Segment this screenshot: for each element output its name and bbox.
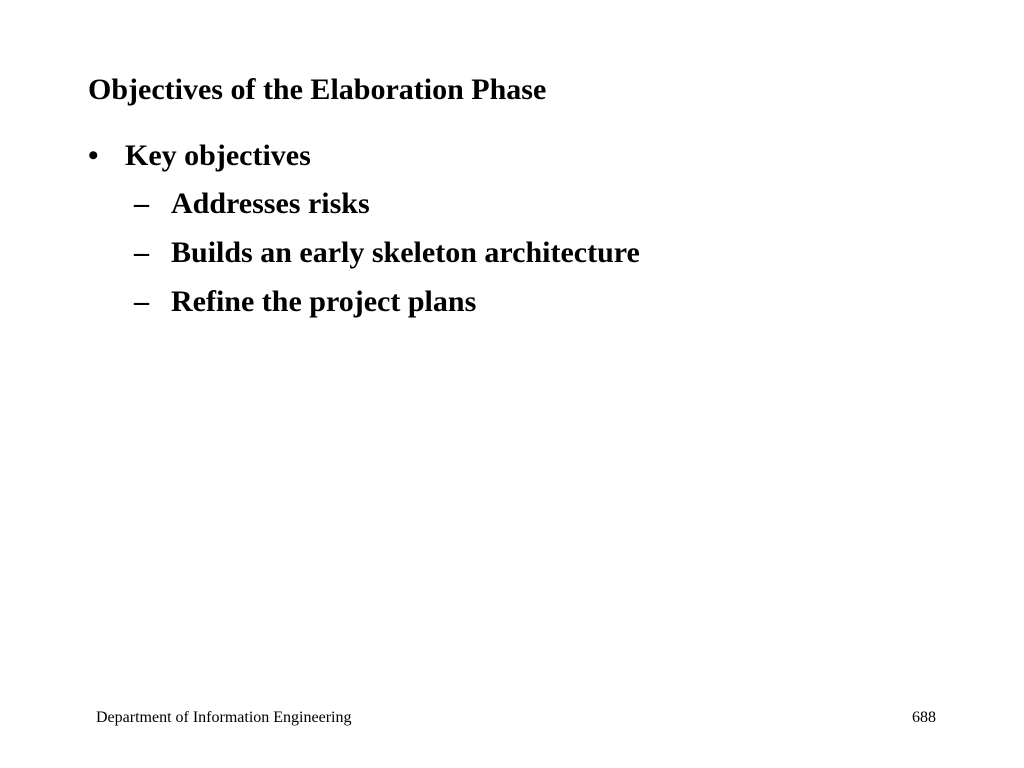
dash-marker: – [134, 285, 149, 318]
footer-department: Department of Information Engineering [96, 709, 352, 726]
dash-marker: – [134, 236, 149, 269]
bullet-marker: • [88, 139, 99, 172]
sub-item-text: Refine the project plans [171, 285, 477, 318]
dash-marker: – [134, 187, 149, 220]
bullet-text: Key objectives [125, 139, 311, 172]
slide-title: Objectives of the Elaboration Phase [88, 73, 547, 106]
sub-item-text: Builds an early skeleton architecture [171, 236, 640, 269]
sub-item-text: Addresses risks [171, 187, 370, 220]
footer-page-number: 688 [912, 709, 936, 726]
